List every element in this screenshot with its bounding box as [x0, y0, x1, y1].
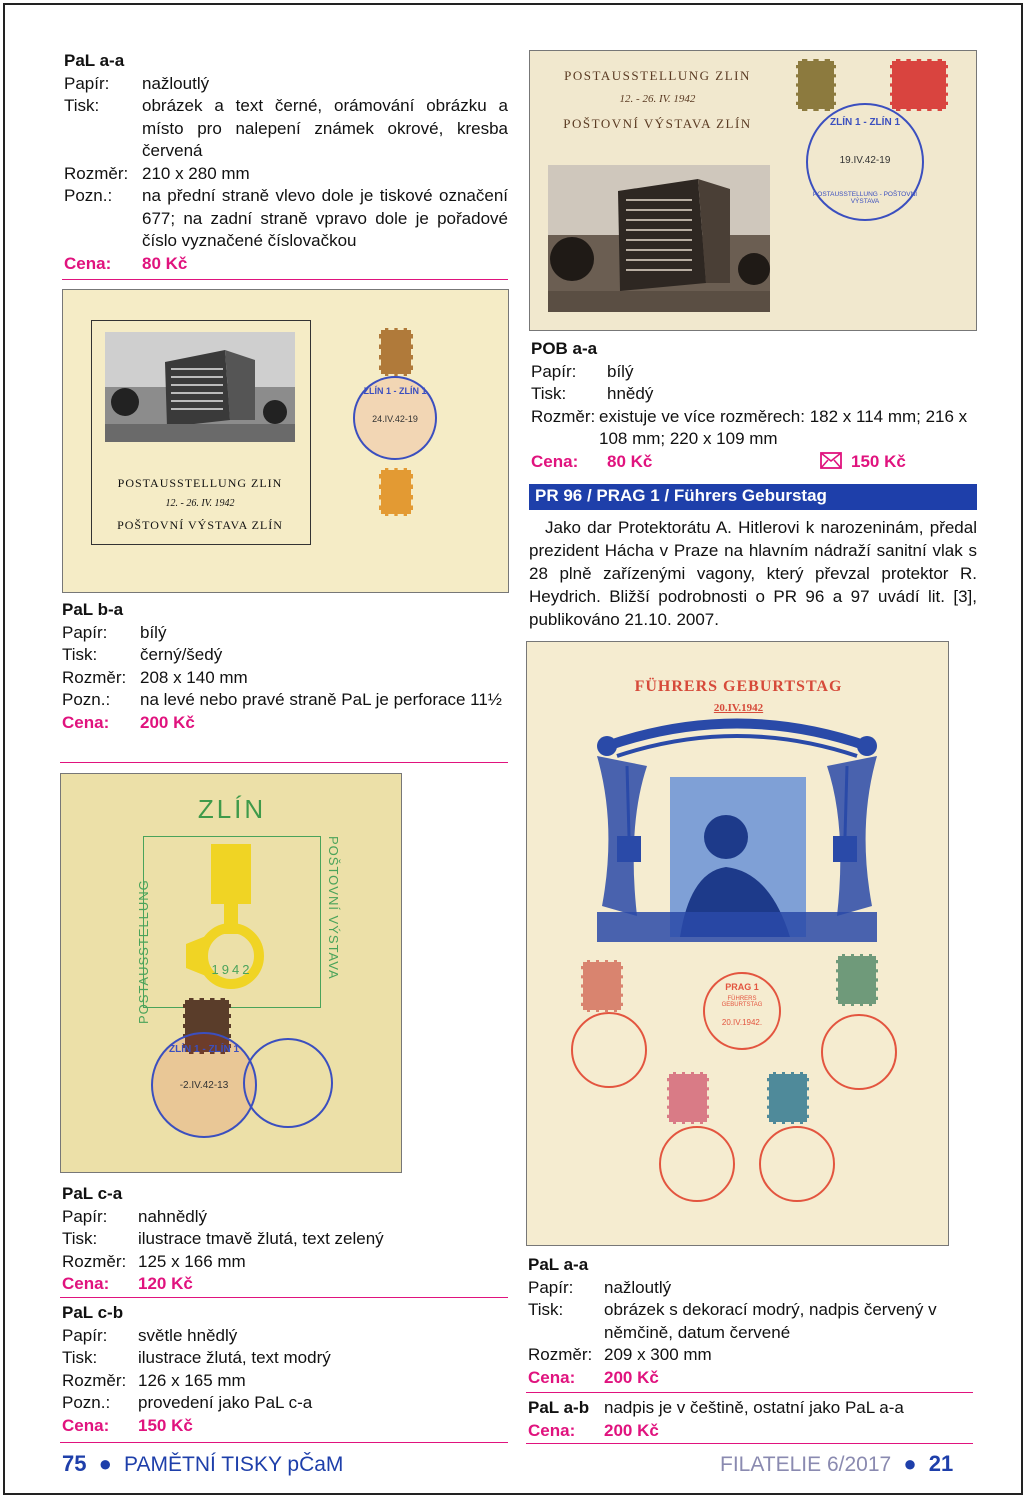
entry-code: POB a-a: [531, 339, 598, 358]
postmark-5: [759, 1126, 835, 1202]
entry-code: PaL a-a: [64, 51, 125, 70]
entry-pal-ca: [62, 1183, 508, 1296]
stamp-red-1: [581, 960, 623, 1012]
postmark-date: 24.IV.42-19: [372, 414, 418, 424]
sheet-date: 20.IV.1942: [713, 702, 764, 714]
row-paper: Papír: bílý: [531, 361, 634, 381]
entry-pal-ab: [528, 1397, 973, 1442]
row-price: Cena: 120 Kč: [62, 1274, 193, 1293]
postmark-1-text: FÜHRERS GEBURTSTAG: [721, 996, 763, 1008]
separator: [526, 1392, 973, 1393]
stamp-orange: [379, 468, 413, 516]
entry-pob-aa: [531, 338, 977, 473]
pal-ca-image: [60, 773, 402, 1173]
fuhrers-geburtstag-image: [526, 641, 949, 1246]
postmark-place: ZLÍN 1 - ZLÍN 1: [830, 117, 900, 128]
stamp-brown: [379, 328, 413, 376]
row-paper: Papír: nažloutlý: [528, 1277, 672, 1297]
entry-code: PaL b-a: [62, 600, 124, 619]
section-banner: PR 96 / PRAG 1 / Führers Geburstag: [529, 484, 977, 510]
row-size: Rozměr: 210 x 280 mm: [64, 163, 250, 183]
stamp-olive: [796, 59, 836, 111]
print-caption-1: POSTAUSSTELLUNG ZLIN: [117, 476, 283, 490]
sheet-title: FÜHRERS GEBURTSTAG: [634, 678, 843, 695]
postmark-bottom: POSTAUSSTELLUNG - POŠTOVNÍ VÝSTAVA: [812, 191, 918, 205]
postmark-4: [659, 1126, 735, 1202]
stamp-green: [836, 954, 878, 1006]
row-print: Tisk: obrázek a text černé, orámování obrázku a místo pro nalepení známek okrové, kresba červená: [64, 96, 508, 160]
row-print: Tisk: hnědý: [531, 384, 654, 403]
separator: [60, 1297, 508, 1298]
row-size: Rozměr: existuje ve více rozměrech: 182 x 114 mm; 216 x 108 mm; 220 x 109 mm: [531, 406, 968, 448]
building-photo: [105, 332, 295, 442]
row-price: Cena: 80 Kč: [64, 253, 188, 273]
separator: [526, 1443, 973, 1444]
row-note: Pozn.: na levé nebo pravé straně PaL je perforace 11½: [62, 690, 502, 709]
stamp-pink: [667, 1072, 709, 1124]
footer-left-title: PAMĚTNÍ TISKY pČaM: [124, 1453, 344, 1476]
entry-code: PaL c-b: [62, 1303, 124, 1322]
entry-pal-ba: [62, 599, 508, 734]
print-caption-3: POŠTOVNÍ VÝSTAVA ZLÍN: [117, 518, 283, 532]
row-paper: Papír: nažloutlý: [64, 73, 210, 93]
section-text: Jako dar Protektorátu A. Hitlerovi k narozeninám, předal prezident Hácha v Praze na hlavním nádraží sanitní vlak s 28 plně zařízenými vagony, který převzal protektor R. Heydrich. Bližší podrobnosti o PR 96 a 97 uvádí lit. [3], publikováno 21.10. 2007.: [529, 518, 977, 629]
row-paper: Papír: bílý: [62, 622, 167, 642]
row-print: Tisk: ilustrace tmavě žlutá, text zelený: [62, 1229, 384, 1248]
row-price: Cena: 200 Kč: [528, 1367, 659, 1387]
postmark-2: [571, 1012, 647, 1088]
footer-left: [62, 1450, 343, 1479]
print-caption-2: 12. - 26. IV. 1942: [165, 498, 235, 509]
postmark-date: -2.IV.42-13: [179, 1080, 229, 1091]
row-note: Pozn.: provedení jako PaL c-a: [62, 1393, 313, 1412]
entry-pal-cb: [62, 1302, 508, 1437]
card-caption-3: POŠTOVNÍ VÝSTAVA ZLÍN: [563, 116, 752, 131]
row-size: Rozměr: 126 x 165 mm: [62, 1370, 246, 1390]
postmark-place: ZLÍN 1 - ZLÍN 1: [169, 1044, 239, 1055]
stamp-red: [890, 59, 948, 111]
row-price: Cena: 80 Kč 150 Kč: [531, 451, 977, 474]
row-paper: Papír: nahnědlý: [62, 1206, 208, 1226]
envelope-price: 150 Kč: [851, 451, 906, 471]
postmark-date: 19.IV.42-19: [839, 155, 891, 166]
postmark-2: [243, 1038, 333, 1128]
row-size: Rozměr: 208 x 140 mm: [62, 667, 248, 687]
pedestal-shade: [597, 912, 877, 942]
entry-code: PaL c-a: [62, 1184, 123, 1203]
envelope-icon: [820, 452, 842, 476]
row-print: Tisk: obrázek s dekorací modrý, nadpis červený v němčině, datum červené: [528, 1300, 937, 1342]
entry-pal-aa-top: [64, 50, 508, 275]
print-right-text: POŠTOVNÍ VÝSTAVA: [326, 836, 341, 980]
row-print: Tisk: ilustrace žlutá, text modrý: [62, 1348, 331, 1367]
stamp-teal: [767, 1072, 809, 1124]
bullet-icon: ●: [903, 1451, 917, 1476]
row-print: Tisk: černý/šedý: [62, 645, 223, 664]
separator: [62, 279, 508, 280]
entry-pal-aa-right: [528, 1254, 973, 1389]
entry-code: PaL a-a: [528, 1255, 589, 1274]
row-price: Cena: 200 Kč: [62, 712, 195, 732]
print-left-text: POSTAUSSTELLUNG: [136, 879, 151, 1024]
card-caption-1: POSTAUSSTELLUNG ZLIN: [564, 68, 751, 83]
row-price: Cena: 150 Kč: [62, 1415, 193, 1435]
page-number-right: 21: [928, 1451, 954, 1476]
postmark-1-place: PRAG 1: [725, 982, 759, 992]
pob-aa-image: [529, 50, 977, 331]
row-note: Pozn.: na přední straně vlevo dole je tiskové označení 677; na zadní straně vpravo dole je pořadové číslo vyznačené číslovačkou: [64, 186, 508, 250]
row-paper: Papír: světle hnědlý: [62, 1325, 238, 1345]
row-size: Rozměr: 209 x 300 mm: [528, 1345, 712, 1364]
postmark-1-date: 20.IV.1942.: [721, 1018, 763, 1027]
page-number-left: 75: [62, 1451, 87, 1476]
postmark-place: ZLÍN 1 - ZLÍN 1: [363, 386, 427, 396]
bullet-icon: ●: [98, 1451, 112, 1476]
footer-right: [720, 1450, 953, 1479]
card-caption-2: 12. - 26. IV. 1942: [619, 93, 696, 105]
footer-right-title: FILATELIE 6/2017: [720, 1453, 892, 1476]
print-title: ZLÍN: [197, 794, 267, 824]
print-year: 1942: [211, 962, 253, 977]
building-photo: [548, 165, 770, 312]
row-size: Rozměr: 125 x 166 mm: [62, 1251, 246, 1271]
separator: [60, 1442, 508, 1443]
postmark-3: [821, 1014, 897, 1090]
row-code: PaL a-b nadpis je v češtině, ostatní jako PaL a-a: [528, 1398, 904, 1417]
pal-ba-image: [62, 289, 509, 593]
row-price: Cena: 200 Kč: [528, 1420, 659, 1440]
separator: [60, 762, 508, 763]
